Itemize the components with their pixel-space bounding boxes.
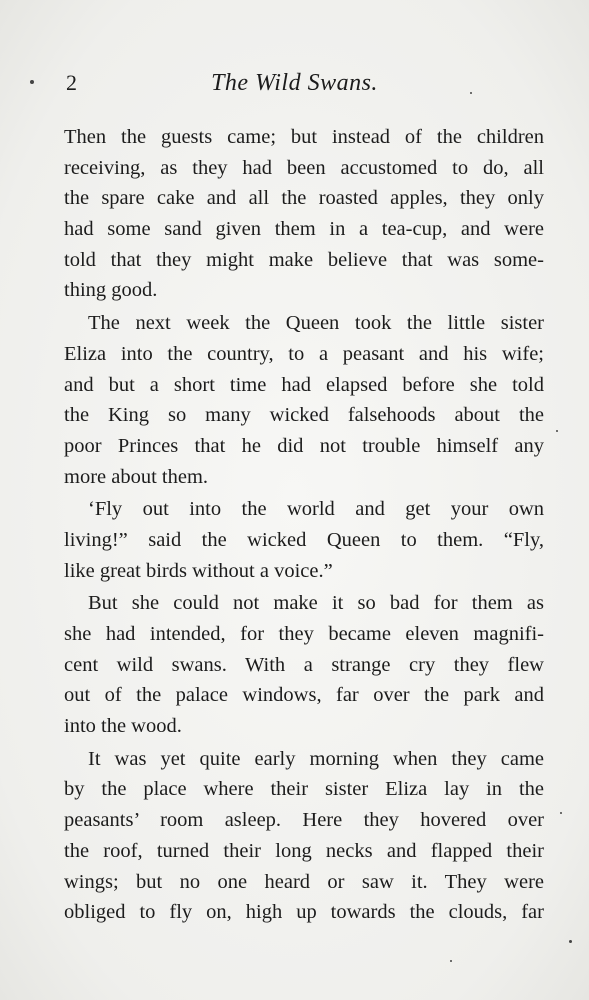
text-line: The next week the Queen took the little sister <box>88 312 544 335</box>
body-text <box>64 122 544 928</box>
text-line: like great birds without a voice.” <box>64 559 333 582</box>
text-line: thing good. <box>64 279 158 302</box>
running-title: The Wild Swans. <box>211 70 378 96</box>
text-line: Then the guests came; but instead of the children <box>64 126 544 148</box>
paragraph <box>64 122 544 306</box>
text-line: cent wild swans. With a strange cry they flew <box>64 653 544 676</box>
text-line: had some sand given them in a tea-cup, and were <box>64 218 544 241</box>
text-line: poor Princes that he did not trouble himself any <box>64 434 544 457</box>
text-line: into the wood. <box>64 715 182 738</box>
text-line: the King so many wicked falsehoods about the <box>64 404 544 427</box>
page-number: 2 <box>66 70 77 95</box>
text-line: living!” said the wicked Queen to them. “Fly, <box>64 528 544 551</box>
print-speck <box>556 430 558 432</box>
text-line: ‘Fly out into the world and get your own <box>88 498 544 521</box>
text-line: obliged to fly on, high up towards the clouds, far <box>64 901 544 924</box>
text-line: by the place where their sister Eliza lay in the <box>64 778 544 801</box>
text-line: peasants’ room asleep. Here they hovered over <box>64 809 544 832</box>
print-speck <box>450 960 452 962</box>
print-speck <box>569 940 572 943</box>
text-line: she had intended, for they became eleven magnifi- <box>64 623 544 645</box>
page-header <box>0 70 589 104</box>
print-speck <box>30 80 34 84</box>
text-line: receiving, as they had been accustomed to do, all <box>64 156 544 179</box>
paragraph <box>64 308 544 492</box>
text-line: the roof, turned their long necks and flapped their <box>64 839 544 862</box>
print-speck <box>470 92 472 94</box>
paragraph <box>64 744 544 928</box>
text-line: Eliza into the country, to a peasant and his wife; <box>64 342 544 365</box>
paragraph <box>64 494 544 586</box>
text-line: told that they might make believe that was some- <box>64 248 544 271</box>
text-line: wings; but no one heard or saw it. They were <box>64 870 544 893</box>
print-speck <box>560 812 562 814</box>
text-line: more about them. <box>64 465 209 488</box>
paragraph <box>64 588 544 741</box>
text-line: out of the palace windows, far over the park and <box>64 684 544 707</box>
text-line: But she could not make it so bad for them as <box>88 592 544 615</box>
text-line: It was yet quite early morning when they came <box>88 747 544 770</box>
text-line: and but a short time had elapsed before she told <box>64 373 544 396</box>
text-line: the spare cake and all the roasted apples, they only <box>64 187 544 210</box>
